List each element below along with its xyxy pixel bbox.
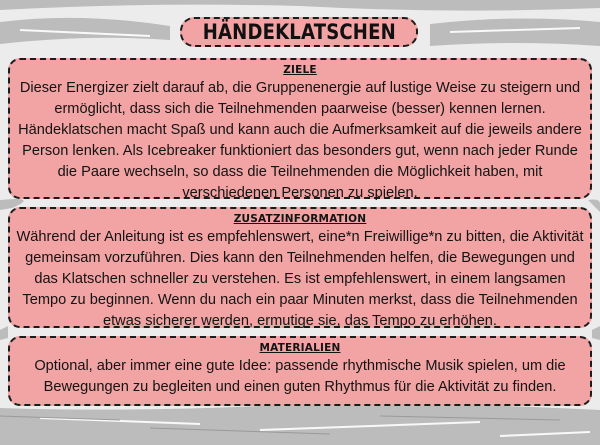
section-ziele (8, 58, 592, 199)
section-heading: ZUSATZINFORMATION (233, 213, 367, 225)
title-banner (180, 17, 418, 47)
section-text: Während der Anleitung ist es empfehlenswert, eine*n Freiwillige*n zu bitten, die Aktivität gemeinsam vorzuführen. Dies kann den Teilnehmenden helfen, die Bewegungen und das Klatschen schneller zu verstehen. Es ist empfehlenswert, in einem langsamen Tempo zu beginnen. Wenn du nach ein paar Minuten merkst, dass die Teilnehmenden etwas sicherer werden, ermutige sie, das Tempo zu erhöhen. (16, 229, 584, 329)
section-text: Dieser Energizer zielt darauf ab, die Gruppenenergie auf lustige Weise zu steigern und ermöglicht, dass sich die Teilnehmenden paarweise (besser) kennen lernen. Händeklatschen macht Spaß und kann auch die Aufmerksamkeit auf die jeweils andere Person lenken. Als Icebreaker funktioniert das besonders gut, wenn nach jeder Runde die Paare wechseln, so dass die Teilnehmenden die Möglichkeit haben, mit verschiedenen Personen zu spielen. (18, 80, 582, 201)
page-title: HÄNDEKLATSCHEN (202, 20, 396, 44)
section-materialien (8, 336, 592, 406)
section-heading: MATERIALIEN (259, 342, 341, 354)
section-text: Optional, aber immer eine gute Idee: passende rhythmische Musik spielen, um die Bewegungen zu begleiten und einen guten Rhythmus für die Aktivität zu finden. (34, 358, 566, 395)
section-zusatzinformation (8, 207, 592, 328)
section-heading: ZIELE (283, 64, 317, 76)
